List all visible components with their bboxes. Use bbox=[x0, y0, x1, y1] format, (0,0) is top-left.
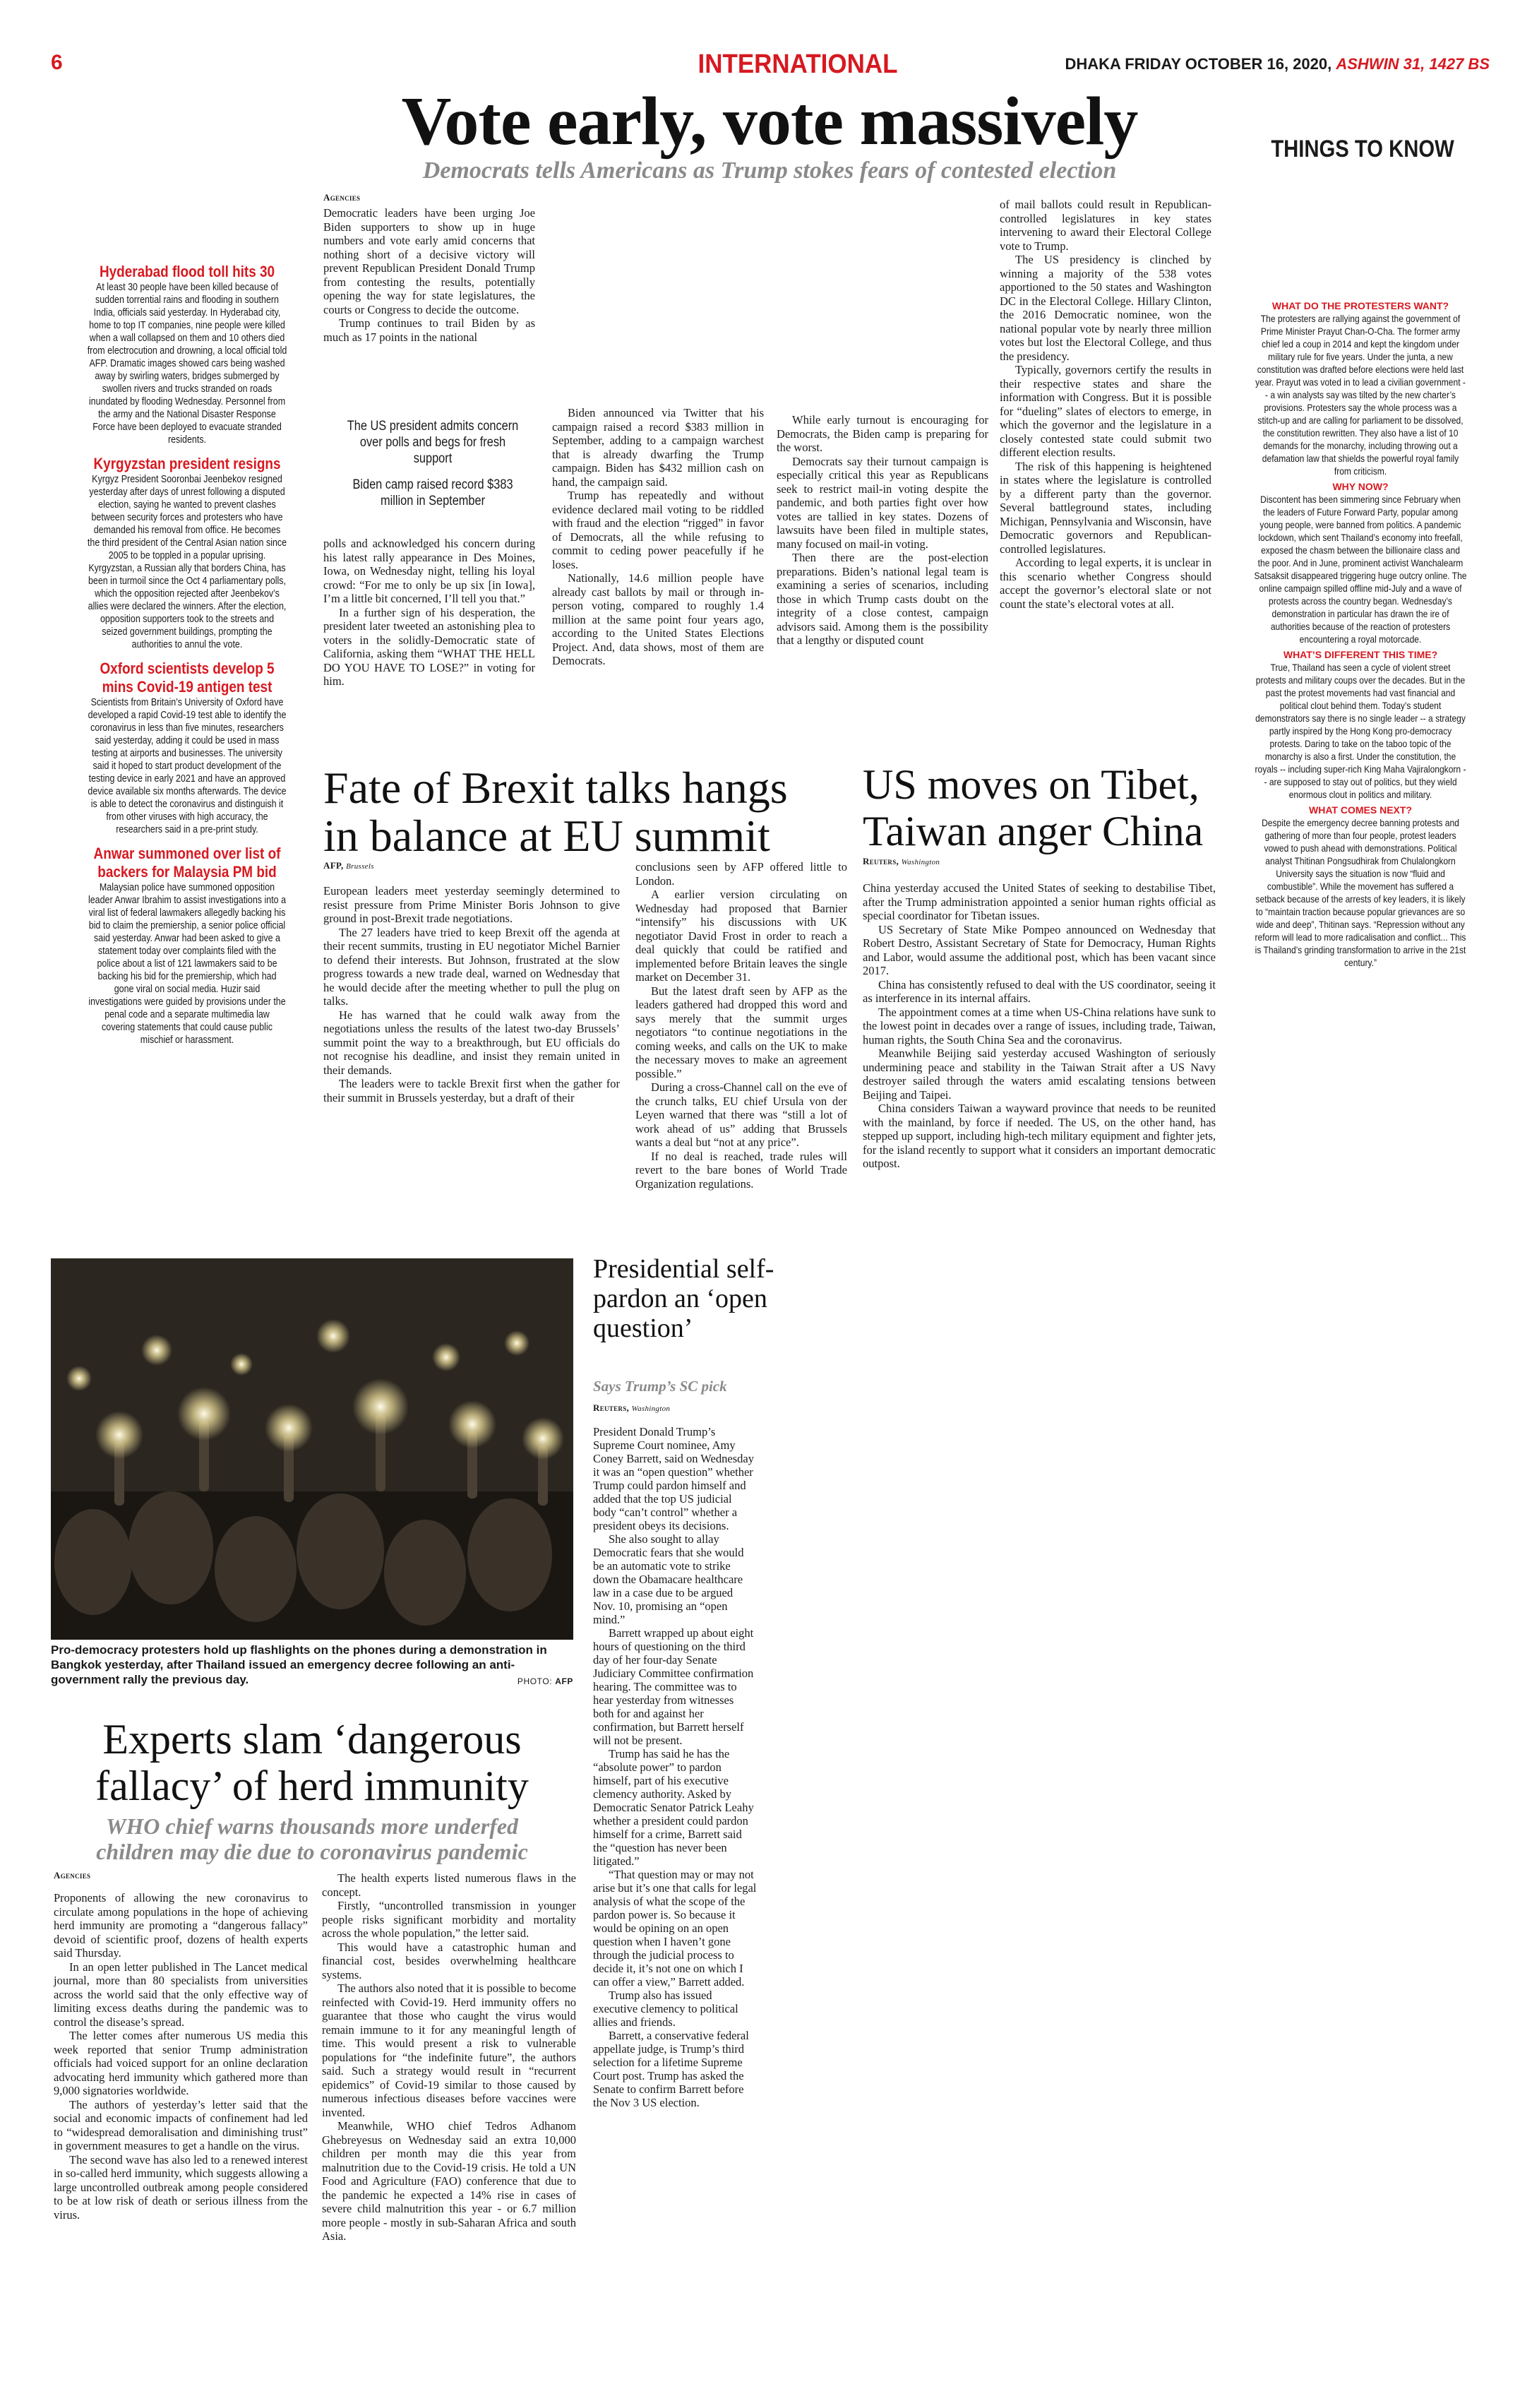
page-number: 6 bbox=[51, 51, 63, 74]
pardon-byline: Reuters, Washington bbox=[593, 1402, 671, 1413]
herd-headline-line: Experts slam ‘dangerous bbox=[102, 1716, 522, 1763]
lead-paragraph: Biden announced via Twitter that his campaign raised a record $383 million in September, adding to a campaign warchest that is already dwarfing the Trump campaign. Biden has $432 million cash on hand, the campaign said. bbox=[552, 406, 764, 489]
tibet-byline: Reuters, Washington bbox=[863, 856, 940, 866]
tibet-body bbox=[863, 881, 1216, 1171]
tk-question: WHAT’S DIFFERENT THIS TIME? bbox=[1283, 649, 1438, 660]
brief-text: At least 30 people have been killed because of sudden torrential rains and flooding in southern India, officials said yesterday. In Hyderabad city, home to top IT companies, nine people were killed when a wall collapsed on them and 10 others died from electrocution and drowning, a local official told AFP. Dramatic images showed cars being washed away by swirling waters, bridges submerged by swollen rivers and trucks stranded on roads inundated by flooding Wednesday. Personnel from the army and the National Disaster Response Force have been deployed to evacuate stranded residents. bbox=[87, 282, 287, 446]
lead-column-3 bbox=[777, 413, 988, 648]
pardon-paragraph: Barrett wrapped up about eight hours of questioning on the third day of her four-day Senate Judiciary Committee confirmation hearing. The committee was to hear yesterday from witnesses both for and against her confirmation, but Barrett herself will not be present. bbox=[593, 1626, 754, 1747]
photo-credit-source: AFP bbox=[555, 1676, 573, 1686]
pardon-byline-place: Washington bbox=[631, 1405, 671, 1413]
brief-text: Scientists from Britain’s University of Oxford have developed a rapid Covid-19 test able to identify the coronavirus in less than five minutes, researchers said yesterday, adding it could be used in mass testing at airports and businesses. The university said it hoped to start product development of the testing device in early 2021 and have an approved device available six months afterwards. The device is able to detect the coronavirus and distinguish it from other viruses with high accuracy, the researchers said in a pre-print study. bbox=[88, 697, 287, 835]
brexit-paragraph: But the latest draft seen by AFP as the leaders gathered had dropped this word and says merely that the summit urges negotiators “to continue negotiations in the coming weeks, and calls on the UK to make the necessary moves to make an agreement possible.” bbox=[635, 984, 847, 1080]
herd-paragraph: Firstly, “uncontrolled transmission in younger people risks significant morbidity and mortality across the whole population,” the letter said. bbox=[322, 1899, 576, 1940]
lead-column-1 bbox=[323, 206, 535, 344]
herd-paragraph: The letter comes after numerous US media this week reported that senior Trump administration officials had voiced support for an online declaration advocating herd immunity which gathered more than 9,000 signatories worldwide. bbox=[54, 2029, 308, 2097]
dateline-date: FRIDAY OCTOBER 16, 2020, bbox=[1125, 55, 1336, 73]
brexit-paragraph: conclusions seen by AFP offered little to London. bbox=[635, 860, 847, 888]
protest-photo bbox=[51, 1258, 573, 1640]
herd-headline bbox=[51, 1716, 573, 1809]
herd-column-2 bbox=[322, 1871, 576, 2243]
tibet-paragraph: China yesterday accused the United States of seeking to destabilise Tibet, after the Trump administration appointed a senior human rights official as special coordinator for Tibetan issues. bbox=[863, 881, 1216, 922]
lead-headline: Vote early, vote massively bbox=[401, 83, 1138, 160]
herd-paragraph: Proponents of allowing the new coronavirus to circulate among populations in the hope of achieving herd immunity are promoting a “dangerous fallacy” devoid of scientific proof, dozens of health experts said Thursday. bbox=[54, 1891, 308, 1960]
lead-paragraph: Typically, governors certify the results in their respective states and share the information with Congress. But it is possible for “dueling” slates of electors to emerge, in which the governor and the legislature in a closely contested state could submit two different election results. bbox=[1000, 363, 1211, 459]
lead-paragraph: Then there are the post-election preparations. Biden’s national legal team is examining a series of scenarios, including those in which Trump casts doubt on the integrity of a close contest, campaign advisors said. Among them is the possibility that a lengthy or disputed count bbox=[777, 551, 988, 647]
dateline bbox=[1024, 55, 1490, 73]
lead-paragraph: Democrats say their turnout campaign is especially critical this year as Republicans seek to restrict mail-in voting despite the pandemic, and both parties fight over how votes are tallied in key states. Dozens of lawsuits have been filed in multiple states, many focused on mail-in voting. bbox=[777, 454, 988, 551]
tk-answer: True, Thailand has seen a cycle of violent street protests and military coups over the decades. But in the past the protest movements had vast financial and political clout behind them. Today’s student demonstrators say there is no single leader -- a strategy partly inspired by the Hong Kong pro-democracy protests. Daring to take on the taboo topic of the monarchy is also a first. Under the constitution, the royals -- including super-rich King Maha Vajiralongkorn -- are supposed to stay out of politics, but they wield enormous clout in politics and military. bbox=[1255, 662, 1466, 800]
lead-column-4 bbox=[1000, 198, 1211, 611]
brexit-paragraph: The leaders were to tackle Brexit first when the gather for their summit in Brussels yesterday, but a draft of their bbox=[323, 1077, 620, 1104]
tibet-paragraph: Meanwhile Beijing said yesterday accused Washington of seriously undermining peace and stability in the Taiwan Strait after a US Navy destroyer sailed through the waters amid escalating tensions between Beijing and Taipei. bbox=[863, 1047, 1216, 1102]
things-to-know-title: THINGS TO KNOW bbox=[1271, 136, 1454, 162]
lead-pullquote bbox=[330, 418, 535, 509]
herd-byline: Agencies bbox=[54, 1870, 91, 1880]
tk-question: WHAT COMES NEXT? bbox=[1309, 804, 1412, 816]
brexit-byline-place: Brussels bbox=[346, 862, 374, 871]
pardon-headline: Presidential self-pardon an ‘open question’ bbox=[593, 1254, 774, 1343]
brexit-paragraph: A earlier version circulating on Wednesday had proposed that Barnier “intensify” his discussions with UK negotiator David Frost in order to reach a deal quickly that could be ratified and implemented before Britain leaves the single market on December 31. bbox=[635, 888, 847, 984]
brexit-paragraph: He has warned that he could walk away from the negotiations unless the results of the latest two-day Brussels’ summit point the way to a breakthrough, but EU officials do not recognise his deadline, and insist they remain united in their demands. bbox=[323, 1008, 620, 1077]
pardon-paragraph: Trump also has issued executive clemency to political allies and friends. bbox=[593, 1989, 738, 2029]
pardon-paragraph: She also sought to allay Democratic fears that she would be an automatic vote to strike down the Obamacare healthcare law in a case due to be argued Nov. 10, promising an “open mind.” bbox=[593, 1532, 744, 1626]
lead-paragraph: Trump has repeatedly and without evidence declared mail voting to be riddled with fraud and the election “rigged” in favor of Democrats, all the while refusing to commit to ceding power peacefully if he loses. bbox=[552, 489, 764, 571]
lead-column-1-cont bbox=[323, 537, 535, 689]
brief-headline: Oxford scientists develop 5 mins Covid-19 antigen test bbox=[100, 660, 275, 696]
lead-column-2 bbox=[552, 406, 764, 668]
tk-answer: Discontent has been simmering since February when the leaders of Future Forward Party, popular among young people, were banned from politics. A pandemic lockdown, which sent Thailand’s economy into freefall, exposed the chasm between the billionaire class and the poor. And in June, prominent activist Wanchalearm Satsaksit disappeared triggering huge outcry online. The online campaign spilled offline mid-July and a wave of protests across the country began. Wednesday’s demonstration in particular has drawn the ire of authorities because of the reaction of protesters encountering a royal motorcade. bbox=[1254, 494, 1467, 645]
section-label: INTERNATIONAL bbox=[698, 49, 898, 79]
photo-credit bbox=[438, 1676, 573, 1686]
brexit-column-2 bbox=[635, 860, 847, 1191]
tibet-byline-place: Washington bbox=[901, 858, 940, 866]
things-to-know-panel bbox=[1237, 299, 1484, 969]
lead-paragraph: Democratic leaders have been urging Joe Biden supporters to show up in huge numbers and vote early amid concerns that nothing short of a decisive victory will prevent Republican President Donald Trump from contesting the results, potentially opening the way for state legislatures, the courts or Congress to decide the outcome. bbox=[323, 206, 535, 316]
brief-headline: Anwar summoned over list of backers for Malaysia PM bid bbox=[93, 845, 281, 881]
tibet-paragraph: China has consistently refused to deal with the US coordinator, seeing it as interference in its internal affairs. bbox=[863, 977, 1216, 1005]
tibet-headline-line: US moves on Tibet, bbox=[863, 761, 1199, 808]
brexit-paragraph: European leaders meet yesterday seemingly determined to resist pressure from Prime Minister Boris Johnson to give ground in post-Brexit trade negotiations. bbox=[323, 884, 620, 925]
lead-paragraph: polls and acknowledged his concern during his latest rally appearance in Des Moines, Iowa, on Wednesday night, telling his loyal crowd: “For me to only be up six [in Iowa], I’m a little bit concerned, I’ll tell you that.” bbox=[323, 537, 535, 605]
brief-headline: Kyrgyzstan president resigns bbox=[93, 455, 281, 472]
lead-paragraph: Nationally, 14.6 million people have already cast ballots by mail or through in-person voting, compared to roughly 1.4 million at the same point four years ago, according to the United States Elections Project. And, data shows, most of them are Democrats. bbox=[552, 571, 764, 667]
dateline-city: DHAKA bbox=[1065, 55, 1125, 73]
lead-paragraph: According to legal experts, it is unclear in this scenario whether Congress should accept the governor’s electoral slate or not count the state’s electoral votes at all. bbox=[1000, 556, 1211, 611]
tk-question: WHAT DO THE PROTESTERS WANT? bbox=[1271, 300, 1449, 311]
brief-headline: Hyderabad flood toll hits 30 bbox=[99, 263, 275, 280]
herd-deck-line: children may die due to coronavirus pandemic bbox=[96, 1839, 528, 1864]
pardon-deck: Says Trump’s SC pick bbox=[593, 1378, 727, 1395]
lead-paragraph: While early turnout is encouraging for Democrats, the Biden camp is preparing for the worst. bbox=[777, 413, 988, 454]
tk-question: WHY NOW? bbox=[1332, 481, 1389, 492]
lead-paragraph: In a further sign of his desperation, the president later tweeted an astonishing plea to voters in the solidly-Democratic state of California, asking them “WHAT THE HELL DO YOU HAVE TO LOSE?” in voting for him. bbox=[323, 605, 535, 688]
brexit-headline-line: in balance at EU summit bbox=[323, 811, 770, 861]
photo-caption: Pro-democracy protesters hold up flashlights on the phones during a demonstration in Bangkok yesterday, after Thailand issued an emergency decree following an anti-government rally the previous day. bbox=[51, 1643, 547, 1686]
pardon-paragraph: Trump has said he has the “absolute power” to pardon himself, part of his executive clemency authority. Asked by Democratic Senator Patrick Leahy whether a president could pardon himself for a crime, Barrett said the “question has never been litigated.” bbox=[593, 1747, 754, 1868]
herd-deck bbox=[51, 1813, 573, 1864]
news-briefs-sidebar bbox=[71, 263, 304, 1047]
herd-paragraph: This would have a catastrophic human and financial cost, besides overwhelming healthcare systems. bbox=[322, 1940, 576, 1981]
pardon-body bbox=[593, 1425, 757, 2109]
protest-photo-image bbox=[51, 1258, 573, 1640]
dateline-bangla: ASHWIN 31, 1427 BS bbox=[1336, 55, 1490, 73]
photo-credit-label: PHOTO: bbox=[517, 1676, 556, 1686]
pardon-paragraph: Barrett, a conservative federal appellate judge, is Trump’s third selection for a lifetime Supreme Court post. Trump has asked the Senate to confirm Barrett before the Nov 3 US election. bbox=[593, 2029, 749, 2109]
herd-paragraph: The second wave has also led to a renewed interest in so-called herd immunity, which suggests allowing a large uncontrolled outbreak among people considered to be at low risk of death or serious illness from the virus. bbox=[54, 2152, 308, 2222]
herd-paragraph: Meanwhile, WHO chief Tedros Adhanom Ghebreyesus on Wednesday said an extra 10,000 children per month may die this year from malnutrition due to the Covid-19 crisis. He told a UN Food and Agriculture (FAO) conference that due to the pandemic he expected a 14% rise in cases of severe child malnutrition this year - or 6.7 million more people - mostly in sub-Saharan Africa and south Asia. bbox=[322, 2119, 576, 2243]
lead-paragraph: of mail ballots could result in Republican-controlled legislatures in key states intervening to award their Electoral College vote to Trump. bbox=[1000, 198, 1211, 253]
lead-deck: Democrats tells Americans as Trump stokes fears of contested election bbox=[422, 157, 1117, 184]
brexit-headline-line: Fate of Brexit talks hangs bbox=[323, 763, 788, 813]
tibet-paragraph: The appointment comes at a time when US-China relations have sunk to the lowest point in decades over a range of issues, including trade, Taiwan, human rights, the South China Sea and the coronavirus. bbox=[863, 1005, 1216, 1047]
pullquote-1: The US president admits concern over polls and begs for fresh support bbox=[347, 419, 519, 466]
brief-text: Kyrgyz President Sooronbai Jeenbekov resigned yesterday after days of unrest following a disputed election, saying he wanted to prevent clashes between security forces and protesters who have demanded his removal from office. He becomes the third president of the Central Asian nation since 2005 to be toppled in a popular uprising. Kyrgyzstan, a Russian ally that borders China, has been in turmoil since the Oct 4 parliamentary polls, which the opposition rejected after Jeenbekov’s allies were declared the winners. After the election, opposition supporters took to the streets and seized government buildings, prompting the authorities to annul the vote. bbox=[87, 474, 287, 650]
pardon-byline-agency: Reuters bbox=[593, 1402, 627, 1413]
brexit-column-1 bbox=[323, 884, 620, 1104]
tk-answer: The protesters are rallying against the government of Prime Minister Prayut Chan-O-Cha. The former army chief led a coup in 2014 and kept the kingdom under military rule for five years. Under the junta, a new constitution was drafted before elections were held last year. Prayut was voted in to lead a civilian government -- a win analysts say was tilted by the new charter’s provisions. Protesters say the whole process was a stitch-up and are calling for parliament to be dissolved, the constitution rewritten. They also have a list of 10 demands for the monarchy, including throwing out a defamation law that shields the powerful royal family from criticism. bbox=[1255, 313, 1466, 477]
lead-paragraph: The US presidency is clinched by winning a majority of the 538 votes apportioned to the 50 states and Washington DC in the Electoral College. Hillary Clinton, the 2016 Democratic nominee, won the national popular vote by nearly three million votes but lost the Electoral College, and thus the presidency. bbox=[1000, 253, 1211, 363]
herd-paragraph: In an open letter published in The Lancet medical journal, more than 80 specialists from universities across the world said that the only effective way of limiting excess deaths during the pandemic was to control the disease’s spread. bbox=[54, 1960, 308, 2029]
tk-answer: Despite the emergency decree banning protests and gathering of more than four people, protest leaders vowed to push ahead with demonstrations. Political analyst Thitinan Pongsudhirak from Chulalongkorn University says the situation is now “fluid and combustible”. While the movement has suffered a setback because of the arrests of key leaders, it is likely to “maintain traction because popular grievances are so wide and deep”, Thitinan says. “Repression without any reform will lead to more radicalisation and conflict... This is Thailand’s grinding transformation to arrive in the 21st century.” bbox=[1255, 817, 1466, 968]
tibet-headline-line: Taiwan anger China bbox=[863, 808, 1204, 854]
brexit-paragraph: If no deal is reached, trade rules will revert to the bare bones of World Trade Organization regulations. bbox=[635, 1149, 847, 1191]
lead-paragraph: Trump continues to trail Biden by as much as 17 points in the national bbox=[323, 316, 535, 344]
brief-text: Malaysian police have summoned opposition leader Anwar Ibrahim to assist investigations into a viral list of federal lawmakers allegedly backing his bid to claim the premiership, a senior police official said yesterday. Anwar had been asked to give a statement today over complaints filed with the police about a list of 121 lawmakers said to be backing his bid for the premiership, which had gone viral on social media. Huzir said investigations were guided by provisions under the penal code and a separate multimedia law covering statements that could cause public mischief or harassment. bbox=[88, 882, 287, 1046]
herd-deck-line: WHO chief warns thousands more underfed bbox=[105, 1813, 519, 1839]
brexit-byline-agency: AFP bbox=[323, 860, 341, 871]
brexit-byline: AFP, Brussels bbox=[323, 860, 374, 871]
lead-byline: Agencies bbox=[323, 192, 361, 203]
tibet-byline-agency: Reuters bbox=[863, 856, 897, 866]
brexit-paragraph: During a cross-Channel call on the eve of the crunch talks, EU chief Ursula von der Leyen warned that there was “still a lot of work ahead of us” adding that Brussels wants a deal but “not at any price”. bbox=[635, 1080, 847, 1149]
herd-paragraph: The authors of yesterday’s letter said that the social and economic impacts of confinement had led to “widespread demoralisation and diminishing trust” in government measures to get a handle on the virus. bbox=[54, 2097, 308, 2152]
lead-paragraph: The risk of this happening is heightened in states where the legislature is controlled by a different party than the governor. Several battleground states, including Michigan, Pennsylvania and Wisconsin, have Democratic governors and Republican-controlled legislatures. bbox=[1000, 459, 1211, 556]
pardon-paragraph: “That question may or may not arise but it’s one that calls for legal analysis of what the scope of the pardon power is. So because it would be opining on an open question when I haven’t gone through the judicial process to decide it, it’s not one on which I can offer a view,” Barrett added. bbox=[593, 1868, 757, 1989]
tibet-paragraph: US Secretary of State Mike Pompeo announced on Wednesday that Robert Destro, Assistant Secretary of State for Democracy, Human Rights and Labor, would assume the additional post, which has been vacant since 2017. bbox=[863, 922, 1216, 977]
herd-paragraph: The authors also noted that it is possible to become reinfected with Covid-19. Herd immunity offers no guarantee that those who caught the virus would remain immune to it for any meaningful length of time. This would present a risk to vulnerable populations for “the indefinite future”, the authors said. Such a strategy would result in “recurrent epidemics” of Covid-19 similar to those caused by numerous infectious diseases before vaccines were invented. bbox=[322, 1981, 576, 2119]
pardon-paragraph: President Donald Trump’s Supreme Court nominee, Amy Coney Barrett, said on Wednesday it was an “open question” whether Trump could pardon himself and added that the top US judicial body “can’t control” whether a president obeys its decisions. bbox=[593, 1425, 754, 1532]
herd-paragraph: The health experts listed numerous flaws in the concept. bbox=[322, 1871, 576, 1899]
herd-column-1 bbox=[54, 1891, 308, 2222]
tibet-paragraph: China considers Taiwan a wayward province that needs to be reunited with the mainland, by force if needed. The US, on the other hand, has stepped up support, including high-tech military equipment and fighter jets, for the island recently to support what it considers an important democratic outpost. bbox=[863, 1102, 1216, 1170]
herd-headline-line: fallacy’ of herd immunity bbox=[95, 1763, 529, 1809]
tibet-headline bbox=[863, 761, 1230, 854]
brexit-headline bbox=[323, 764, 832, 860]
pullquote-2: Biden camp raised record $383 million in September bbox=[352, 477, 513, 508]
brexit-paragraph: The 27 leaders have tried to keep Brexit off the agenda at their recent summits, trusting in EU negotiator Michel Barnier to defend their interests. But Johnson, frustrated at the slow progress towards a new trade deal, warned on Wednesday that he would decide after the meeting whether to pull the plug on talks. bbox=[323, 925, 620, 1008]
